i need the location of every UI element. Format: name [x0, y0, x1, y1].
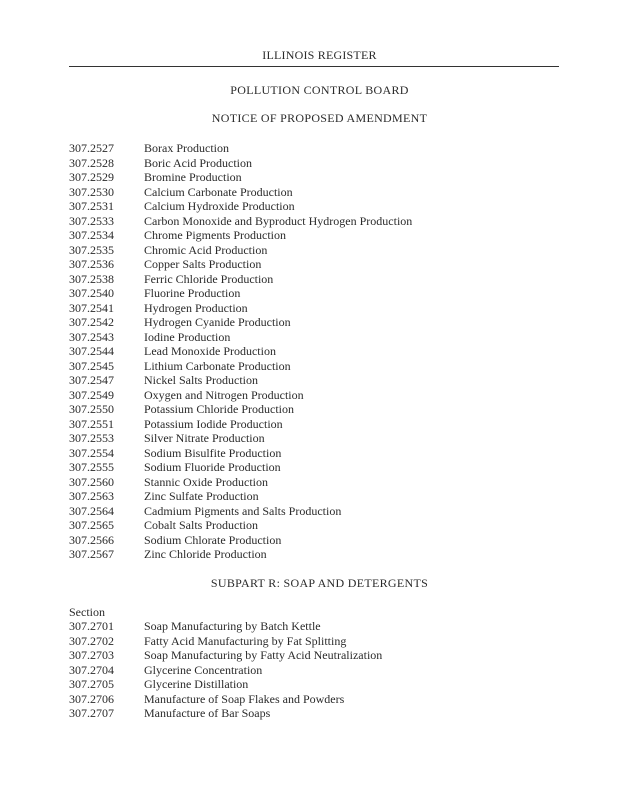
section-number: 307.2545	[69, 358, 114, 373]
section-row	[69, 272, 559, 287]
section-title: Sodium Chlorate Production	[144, 532, 282, 547]
section-number: 307.2535	[69, 242, 114, 257]
section-number: 307.2551	[69, 416, 114, 431]
section-number: 307.2563	[69, 489, 114, 503]
section-row	[69, 388, 559, 403]
section-title: Manufacture of Soap Flakes and Powders	[144, 691, 345, 706]
section-row	[69, 257, 559, 272]
section-row	[69, 214, 559, 229]
board-name: POLLUTION CONTROL BOARD	[230, 83, 409, 97]
section-row	[69, 199, 559, 214]
section-title: Soap Manufacturing by Fatty Acid Neutralization	[144, 648, 383, 662]
section-title: Fluorine Production	[144, 286, 241, 300]
section-title: Lead Monoxide Production	[144, 344, 276, 358]
section-number: 307.2544	[69, 344, 114, 358]
section-title: Lithium Carbonate Production	[144, 358, 291, 373]
section-row	[69, 359, 559, 374]
section-row	[69, 170, 559, 185]
section-title: Glycerine Concentration	[144, 662, 263, 677]
section-number: 307.2540	[69, 286, 114, 300]
section-number: 307.2534	[69, 228, 114, 242]
section-title: Cadmium Pigments and Salts Production	[144, 503, 342, 518]
section-row	[69, 706, 559, 721]
section-row	[69, 475, 559, 490]
section-number: 307.2704	[69, 662, 114, 677]
section-row	[69, 446, 559, 461]
register-title: ILLINOIS REGISTER	[262, 48, 377, 62]
section-number: 307.2533	[69, 213, 114, 228]
section-title: Bromine Production	[144, 170, 242, 184]
section-row	[69, 141, 559, 156]
section-title: Nickel Salts Production	[144, 373, 258, 387]
section-title: Stannic Oxide Production	[144, 474, 268, 489]
section-number: 307.2555	[69, 460, 114, 474]
section-title: Copper Salts Production	[144, 257, 262, 271]
section-title: Manufacture of Bar Soaps	[144, 706, 271, 720]
section-title: Hydrogen Production	[144, 300, 248, 315]
section-number: 307.2529	[69, 170, 114, 184]
section-row	[69, 692, 559, 707]
section-list-subpart-r	[69, 619, 559, 721]
subpart-r-heading: SUBPART R: SOAP AND DETERGENTS	[210, 576, 429, 590]
section-title: Zinc Sulfate Production	[144, 489, 259, 503]
section-title: Calcium Hydroxide Production	[144, 199, 295, 213]
section-number: 307.2531	[69, 199, 114, 213]
section-number: 307.2527	[69, 141, 114, 155]
section-row	[69, 156, 559, 171]
section-number: 307.2547	[69, 373, 114, 387]
section-title: Fatty Acid Manufacturing by Fat Splitting	[144, 633, 347, 648]
section-title: Soap Manufacturing by Batch Kettle	[144, 619, 321, 633]
section-number: 307.2541	[69, 300, 114, 315]
section-title: Chrome Pigments Production	[144, 228, 286, 242]
section-row	[69, 504, 559, 519]
section-row	[69, 518, 559, 533]
section-title: Boric Acid Production	[144, 155, 252, 170]
section-title: Glycerine Distillation	[144, 677, 249, 691]
section-number: 307.2702	[69, 633, 114, 648]
section-row	[69, 648, 559, 663]
section-number: 307.2536	[69, 257, 114, 271]
section-row	[69, 460, 559, 475]
section-title: Potassium Chloride Production	[144, 402, 294, 416]
section-number: 307.2564	[69, 503, 114, 518]
section-row	[69, 243, 559, 258]
section-number: 307.2528	[69, 155, 114, 170]
section-title: Ferric Chloride Production	[144, 271, 274, 286]
header-rule	[69, 66, 559, 67]
section-title: Iodine Production	[144, 329, 231, 344]
section-number: 307.2549	[69, 387, 114, 402]
section-title: Oxygen and Nitrogen Production	[144, 387, 304, 402]
section-number: 307.2538	[69, 271, 114, 286]
section-row	[69, 185, 559, 200]
section-title: Sodium Fluoride Production	[144, 460, 281, 474]
section-number: 307.2543	[69, 329, 114, 344]
section-title: Silver Nitrate Production	[144, 431, 265, 445]
section-number: 307.2707	[69, 706, 114, 720]
section-title: Chromic Acid Production	[144, 242, 268, 257]
section-title: Cobalt Salts Production	[144, 518, 258, 532]
section-number: 307.2530	[69, 184, 114, 199]
section-number: 307.2566	[69, 532, 114, 547]
section-title: Sodium Bisulfite Production	[144, 445, 282, 460]
section-row	[69, 301, 559, 316]
section-row	[69, 634, 559, 649]
section-number: 307.2560	[69, 474, 114, 489]
section-row	[69, 228, 559, 243]
section-title: Zinc Chloride Production	[144, 547, 267, 561]
section-number: 307.2706	[69, 691, 114, 706]
section-row	[69, 547, 559, 562]
section-number: 307.2550	[69, 402, 114, 416]
section-number: 307.2554	[69, 445, 114, 460]
section-row	[69, 315, 559, 330]
notice-title: NOTICE OF PROPOSED AMENDMENT	[211, 111, 428, 125]
section-number: 307.2701	[69, 619, 114, 633]
section-number: 307.2703	[69, 648, 114, 662]
section-row	[69, 489, 559, 504]
section-number: 307.2553	[69, 431, 114, 445]
section-row	[69, 619, 559, 634]
section-title: Carbon Monoxide and Byproduct Hydrogen Production	[144, 213, 413, 228]
section-row	[69, 373, 559, 388]
section-row	[69, 286, 559, 301]
section-number: 307.2565	[69, 518, 114, 532]
section-row	[69, 402, 559, 417]
section-row	[69, 431, 559, 446]
section-row	[69, 417, 559, 432]
section-title: Potassium Iodide Production	[144, 416, 283, 431]
section-row	[69, 677, 559, 692]
section-label: Section	[69, 605, 105, 619]
section-row	[69, 344, 559, 359]
section-title: Calcium Carbonate Production	[144, 184, 293, 199]
section-title: Hydrogen Cyanide Production	[144, 315, 291, 329]
section-row	[69, 533, 559, 548]
section-title: Borax Production	[144, 141, 229, 155]
section-row	[69, 330, 559, 345]
section-number: 307.2705	[69, 677, 114, 691]
section-number: 307.2567	[69, 547, 114, 561]
section-list-subpart-q	[69, 141, 559, 562]
section-number: 307.2542	[69, 315, 114, 329]
section-row	[69, 663, 559, 678]
